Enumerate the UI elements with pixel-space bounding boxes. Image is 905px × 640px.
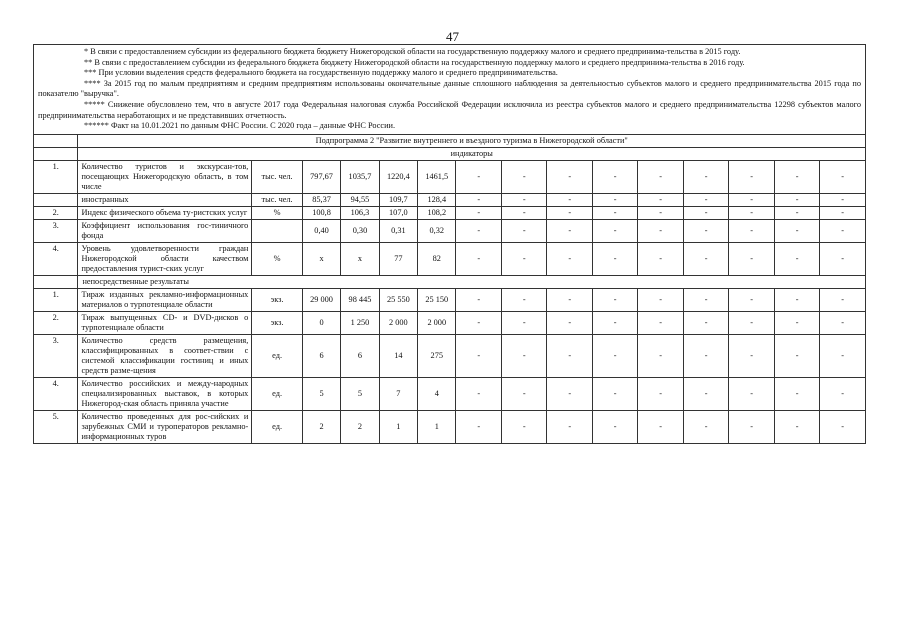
section-header-row [34, 147, 866, 160]
value-cell: - [774, 311, 819, 334]
value-cell: - [547, 288, 592, 311]
value-cell: - [638, 410, 683, 443]
value-cell: - [501, 288, 546, 311]
value-cell: - [638, 193, 683, 206]
unit-cell [252, 219, 303, 242]
indicator-name: Индекс физического объема ту-ристских услуг [78, 206, 252, 219]
value-cell: - [456, 334, 501, 377]
value-cell: - [456, 193, 501, 206]
value-cell: - [820, 193, 866, 206]
value-cell: - [547, 160, 592, 193]
indicator-name: Коэффициент использования гос-тиничного фонда [78, 219, 252, 242]
indicator-name: иностранных [78, 193, 252, 206]
value-cell: 128,4 [418, 193, 456, 206]
value-cell: 0 [302, 311, 340, 334]
results-body [34, 288, 866, 443]
value-cell: - [683, 311, 728, 334]
value-cell: 77 [379, 242, 417, 275]
unit-cell: тыс. чел. [252, 193, 303, 206]
section-indicators-label: индикаторы [78, 147, 866, 160]
value-cell: - [501, 219, 546, 242]
value-cell: - [774, 193, 819, 206]
value-cell: - [820, 219, 866, 242]
indicators-body [34, 160, 866, 275]
row-number: 2. [34, 311, 78, 334]
footnote: **** За 2015 год по малым предприятиям и средним предприятиям использованы окончательные данные сплошного наблюдения за деятельностью субъектов малого и среднего предпринимательства 2015 года по показателю "выручка". [38, 78, 861, 99]
value-cell: - [638, 206, 683, 219]
table-row [34, 242, 866, 275]
value-cell: - [638, 219, 683, 242]
value-cell: - [729, 288, 774, 311]
value-cell: 2 [341, 410, 379, 443]
table-row [34, 219, 866, 242]
footnote: * В связи с предоставлением субсидии из федерального бюджета бюджету Нижегородской области на государственную поддержку малого и среднего предпринима-тельства в 2015 году. [84, 47, 741, 56]
value-cell: 0,32 [418, 219, 456, 242]
value-cell: - [820, 206, 866, 219]
row-number: 2. [34, 206, 78, 219]
value-cell: 0,31 [379, 219, 417, 242]
value-cell: - [592, 242, 637, 275]
value-cell: - [592, 377, 637, 410]
value-cell: - [820, 377, 866, 410]
value-cell: - [729, 242, 774, 275]
value-cell: 4 [418, 377, 456, 410]
value-cell: 29 000 [302, 288, 340, 311]
value-cell: - [820, 311, 866, 334]
value-cell: 1461,5 [418, 160, 456, 193]
value-cell: - [774, 206, 819, 219]
value-cell: - [456, 377, 501, 410]
value-cell: - [592, 311, 637, 334]
value-cell: 5 [302, 377, 340, 410]
value-cell: - [456, 219, 501, 242]
indicators-table [33, 44, 866, 444]
value-cell: х [341, 242, 379, 275]
value-cell: - [592, 193, 637, 206]
value-cell: - [729, 193, 774, 206]
value-cell: - [456, 288, 501, 311]
value-cell: 0,40 [302, 219, 340, 242]
table-row [34, 311, 866, 334]
value-cell: - [638, 288, 683, 311]
unit-cell: ед. [252, 334, 303, 377]
table-row [34, 288, 866, 311]
value-cell: - [501, 410, 546, 443]
indicator-name: Количество российских и между-народных специализированных выставок, в которых Нижегород-ская область приняла участие [78, 377, 252, 410]
value-cell: - [592, 160, 637, 193]
value-cell: 25 150 [418, 288, 456, 311]
value-cell: - [729, 219, 774, 242]
value-cell: 1035,7 [341, 160, 379, 193]
value-cell: 109,7 [379, 193, 417, 206]
document-table-container [33, 44, 866, 444]
value-cell: 107,0 [379, 206, 417, 219]
value-cell: - [638, 242, 683, 275]
value-cell: 2 [302, 410, 340, 443]
value-cell: 85,37 [302, 193, 340, 206]
footnotes-row [34, 45, 866, 135]
subprogram-title: Подпрограмма 2 "Развитие внутреннего и въездного туризма в Нижегородской области" [78, 134, 866, 147]
value-cell: 275 [418, 334, 456, 377]
value-cell: 94,55 [341, 193, 379, 206]
unit-cell: ед. [252, 410, 303, 443]
value-cell: - [683, 193, 728, 206]
value-cell: 1 [418, 410, 456, 443]
value-cell: 14 [379, 334, 417, 377]
value-cell: 1220,4 [379, 160, 417, 193]
value-cell: - [683, 410, 728, 443]
value-cell: - [683, 334, 728, 377]
section-header-row [34, 275, 866, 288]
value-cell: - [820, 410, 866, 443]
indicator-name: Количество проведенных для рос-сийских и зарубежных СМИ и туроператоров рекламно-информационных туров [78, 410, 252, 443]
value-cell: 5 [341, 377, 379, 410]
value-cell: 1 [379, 410, 417, 443]
row-number: 3. [34, 219, 78, 242]
value-cell: х [302, 242, 340, 275]
value-cell: - [683, 242, 728, 275]
value-cell: - [547, 377, 592, 410]
unit-cell: % [252, 242, 303, 275]
value-cell: 6 [341, 334, 379, 377]
value-cell: - [820, 160, 866, 193]
value-cell: - [547, 219, 592, 242]
value-cell: - [638, 160, 683, 193]
subprogram-title-row [34, 134, 866, 147]
table-row [34, 193, 866, 206]
value-cell: 106,3 [341, 206, 379, 219]
value-cell: - [456, 410, 501, 443]
value-cell: - [501, 334, 546, 377]
empty-cell [34, 275, 78, 288]
value-cell: - [729, 160, 774, 193]
value-cell: - [638, 334, 683, 377]
section-results-label: непосредственные результаты [78, 275, 866, 288]
footnote: ** В связи с предоставлением субсидии из федерального бюджета бюджету Нижегородской области на государственную поддержку малого и среднего предпринима-тельства в 2016 году. [84, 57, 745, 67]
value-cell: - [501, 160, 546, 193]
value-cell: - [501, 377, 546, 410]
value-cell: - [501, 193, 546, 206]
value-cell: - [683, 288, 728, 311]
footnote: *** При условии выделения средств федерального бюджета на государственную поддержку малого и среднего предпринимательства. [84, 68, 558, 78]
value-cell: - [501, 311, 546, 334]
value-cell: - [501, 242, 546, 275]
value-cell: 1 250 [341, 311, 379, 334]
row-number: 3. [34, 334, 78, 377]
row-number: 4. [34, 377, 78, 410]
value-cell: - [774, 288, 819, 311]
unit-cell: экз. [252, 288, 303, 311]
empty-cell [34, 134, 78, 147]
value-cell: 6 [302, 334, 340, 377]
value-cell: 0,30 [341, 219, 379, 242]
value-cell: 2 000 [418, 311, 456, 334]
row-number: 1. [34, 288, 78, 311]
table-row [34, 410, 866, 443]
value-cell: - [683, 219, 728, 242]
footnotes-cell [34, 45, 866, 135]
row-number: 1. [34, 160, 78, 193]
value-cell: - [774, 377, 819, 410]
value-cell: 82 [418, 242, 456, 275]
value-cell: - [683, 160, 728, 193]
unit-cell: ед. [252, 377, 303, 410]
value-cell: - [456, 242, 501, 275]
footnote: ****** Факт на 10.01.2021 по данным ФНС России. С 2020 года – данные ФНС России. [84, 121, 396, 131]
value-cell: 2 000 [379, 311, 417, 334]
value-cell: - [729, 206, 774, 219]
value-cell: 100,8 [302, 206, 340, 219]
value-cell: - [774, 410, 819, 443]
value-cell: - [638, 377, 683, 410]
value-cell: 98 445 [341, 288, 379, 311]
value-cell: - [774, 160, 819, 193]
value-cell: - [820, 288, 866, 311]
value-cell: - [456, 206, 501, 219]
value-cell: 25 550 [379, 288, 417, 311]
value-cell: - [592, 288, 637, 311]
value-cell: - [820, 334, 866, 377]
value-cell: - [729, 334, 774, 377]
empty-cell [34, 147, 78, 160]
value-cell: - [729, 377, 774, 410]
value-cell: - [456, 160, 501, 193]
value-cell: - [547, 410, 592, 443]
footnote: ***** Снижение обусловлено тем, что в августе 2017 года Федеральная налоговая служба Российской Федерации исключила из реестра субъектов малого и среднего предпринимательства 12298 субъектов малого предпринимательства неработающих и не представивших отчетность. [38, 99, 861, 120]
value-cell: - [592, 219, 637, 242]
value-cell: - [729, 311, 774, 334]
value-cell: - [592, 334, 637, 377]
row-number [34, 193, 78, 206]
indicator-name: Тираж выпущенных CD- и DVD-дисков о турпотенциале области [78, 311, 252, 334]
value-cell: 7 [379, 377, 417, 410]
value-cell: - [547, 311, 592, 334]
value-cell: 108,2 [418, 206, 456, 219]
table-row [34, 377, 866, 410]
unit-cell: экз. [252, 311, 303, 334]
value-cell: - [592, 410, 637, 443]
unit-cell: % [252, 206, 303, 219]
value-cell: - [729, 410, 774, 443]
page-number: 47 [446, 29, 459, 44]
value-cell: - [638, 311, 683, 334]
value-cell: - [683, 377, 728, 410]
unit-cell: тыс. чел. [252, 160, 303, 193]
value-cell: - [547, 193, 592, 206]
value-cell: - [501, 206, 546, 219]
value-cell: - [774, 242, 819, 275]
value-cell: - [547, 206, 592, 219]
indicator-name: Тираж изданных рекламно-информационных материалов о турпотенциале области [78, 288, 252, 311]
value-cell: - [774, 334, 819, 377]
value-cell: - [456, 311, 501, 334]
table-row [34, 334, 866, 377]
value-cell: - [547, 242, 592, 275]
table-row [34, 160, 866, 193]
table-row [34, 206, 866, 219]
value-cell: - [547, 334, 592, 377]
value-cell: - [592, 206, 637, 219]
value-cell: - [683, 206, 728, 219]
value-cell: - [774, 219, 819, 242]
row-number: 4. [34, 242, 78, 275]
row-number: 5. [34, 410, 78, 443]
value-cell: 797,67 [302, 160, 340, 193]
indicator-name: Количество средств размещения, классифицированных в соответ-ствии с системой классификации гостиниц и иных средств разме-щения [78, 334, 252, 377]
indicator-name: Количество туристов и экскурсан-тов, посещающих Нижегородскую область, в том числе [78, 160, 252, 193]
value-cell: - [820, 242, 866, 275]
indicator-name: Уровень удовлетворенности граждан Нижегородской области качеством предоставления турист-ских услуг [78, 242, 252, 275]
